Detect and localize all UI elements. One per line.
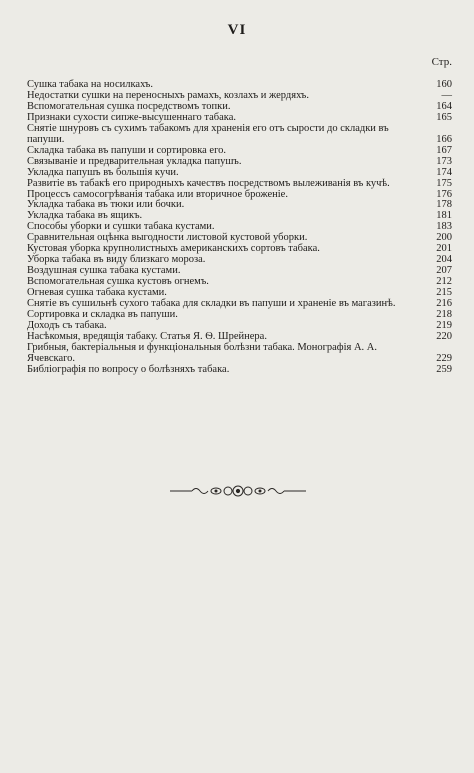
toc-entry-title: Недостатки сушки на переносныхъ рамахъ, козлахъ и жердяхъ. [27, 89, 309, 101]
toc-entry-page: — [441, 89, 452, 101]
toc-entry-title: Признаки сухости сипже-высушеннаго табака. [27, 111, 236, 123]
toc-entry-page: 164 [436, 100, 452, 112]
toc-entry-title: Воздушная сушка табака кустами. [27, 265, 181, 277]
toc-entry-page: 165 [436, 111, 452, 123]
toc-entry-page: 175 [436, 177, 452, 189]
toc-entry-page: 201 [436, 243, 452, 255]
toc-entry-title: Вспомогательная сушка кустовъ огнемъ. [27, 276, 209, 288]
toc-entry-page: 200 [436, 232, 452, 244]
toc-entry-page: 212 [436, 276, 452, 288]
toc-entry-title: Огневая сушка табака кустами. [27, 287, 167, 299]
toc-entry-title: Уборка табака въ виду близкаго мороза. [27, 254, 206, 266]
toc-entry-page: 173 [436, 155, 452, 167]
toc-entry-title: Процессъ самосогрѣванія табака или вторичное броженіе. [27, 188, 288, 200]
toc-entry-title: Кустовая уборка крупнолистныхъ американскихъ сортовъ табака. [27, 243, 320, 255]
toc-entry-title: Насѣкомыя, вредящія табаку. Статья Я. Ѳ. Шрейнера. [27, 330, 267, 342]
toc-entry-title: Способы уборки и сушки табака кустами. [27, 221, 215, 233]
decorative-ornament-icon [168, 484, 308, 498]
toc-entry-title: Сравнительная оцѣнка выгодности листовой кустовой уборки. [27, 232, 308, 244]
toc-entry-page: 216 [436, 298, 452, 310]
toc-entry-page: 167 [436, 144, 452, 156]
toc-entry-page: 218 [436, 309, 452, 321]
toc-entry [27, 168, 452, 179]
toc-entry-page: 181 [436, 210, 452, 222]
toc-entry-title: Библіографія по вопросу о болѣзняхъ табака. [27, 363, 230, 375]
toc-entry [27, 365, 452, 376]
toc-entry-page: 207 [436, 265, 452, 277]
toc-entry-title: Грибныя, бактеріальныя и функціональныя болѣзни табака. Монографія А. А. Ячевскаго. [27, 341, 378, 364]
table-of-contents [27, 80, 452, 376]
toc-entry-title: Вспомогательная сушка посредствомъ топки. [27, 100, 231, 112]
page-number: VI [227, 22, 247, 38]
toc-entry-page: 183 [436, 221, 452, 233]
toc-entry-page: 166 [436, 133, 452, 145]
page-column-header: Стр. [431, 56, 452, 68]
toc-entry-page: 178 [436, 199, 452, 211]
toc-entry-title: Снятіе въ сушильнѣ сухого табака для складки въ папуши и храненіе въ магазинѣ. [27, 298, 396, 310]
toc-entry-page: 176 [436, 188, 452, 200]
toc-entry-page: 229 [436, 352, 452, 364]
toc-entry [27, 157, 452, 168]
toc-entry-page: 215 [436, 287, 452, 299]
toc-entry-page: 219 [436, 319, 452, 331]
toc-entry-page: 204 [436, 254, 452, 266]
toc-entry-title: Складка табака въ папуши и сортировка его. [27, 144, 227, 156]
toc-entry-title: Снятіе шнуровъ съ сухимъ табакомъ для храненія его отъ сырости до складки въ папуши. [27, 122, 389, 145]
toc-entry-title: Укладка табака въ ящикъ. [27, 210, 143, 222]
toc-entry-title: Доходъ съ табака. [27, 319, 107, 331]
toc-entry [27, 343, 452, 365]
toc-entry [27, 179, 452, 190]
toc-entry-title: Укладка табака въ тюки или бочки. [27, 199, 185, 211]
toc-entry-page: 174 [436, 166, 452, 178]
toc-entry-title: Связываніе и предварительная укладка папушъ. [27, 155, 242, 167]
toc-entry [27, 124, 452, 146]
toc-entry-title: Сортировка и складка въ папуши. [27, 309, 178, 321]
toc-entry-page: 220 [436, 330, 452, 342]
toc-entry-title: Укладка папушъ въ большія кучи. [27, 166, 179, 178]
toc-entry-title: Сушка табака на носилкахъ. [27, 79, 153, 90]
toc-entry-page: 160 [436, 79, 452, 90]
toc-entry-page: 259 [436, 363, 452, 375]
toc-entry-title: Развитіе въ табакѣ его природныхъ качествъ посредствомъ вылеживанія въ кучѣ. [27, 177, 390, 189]
